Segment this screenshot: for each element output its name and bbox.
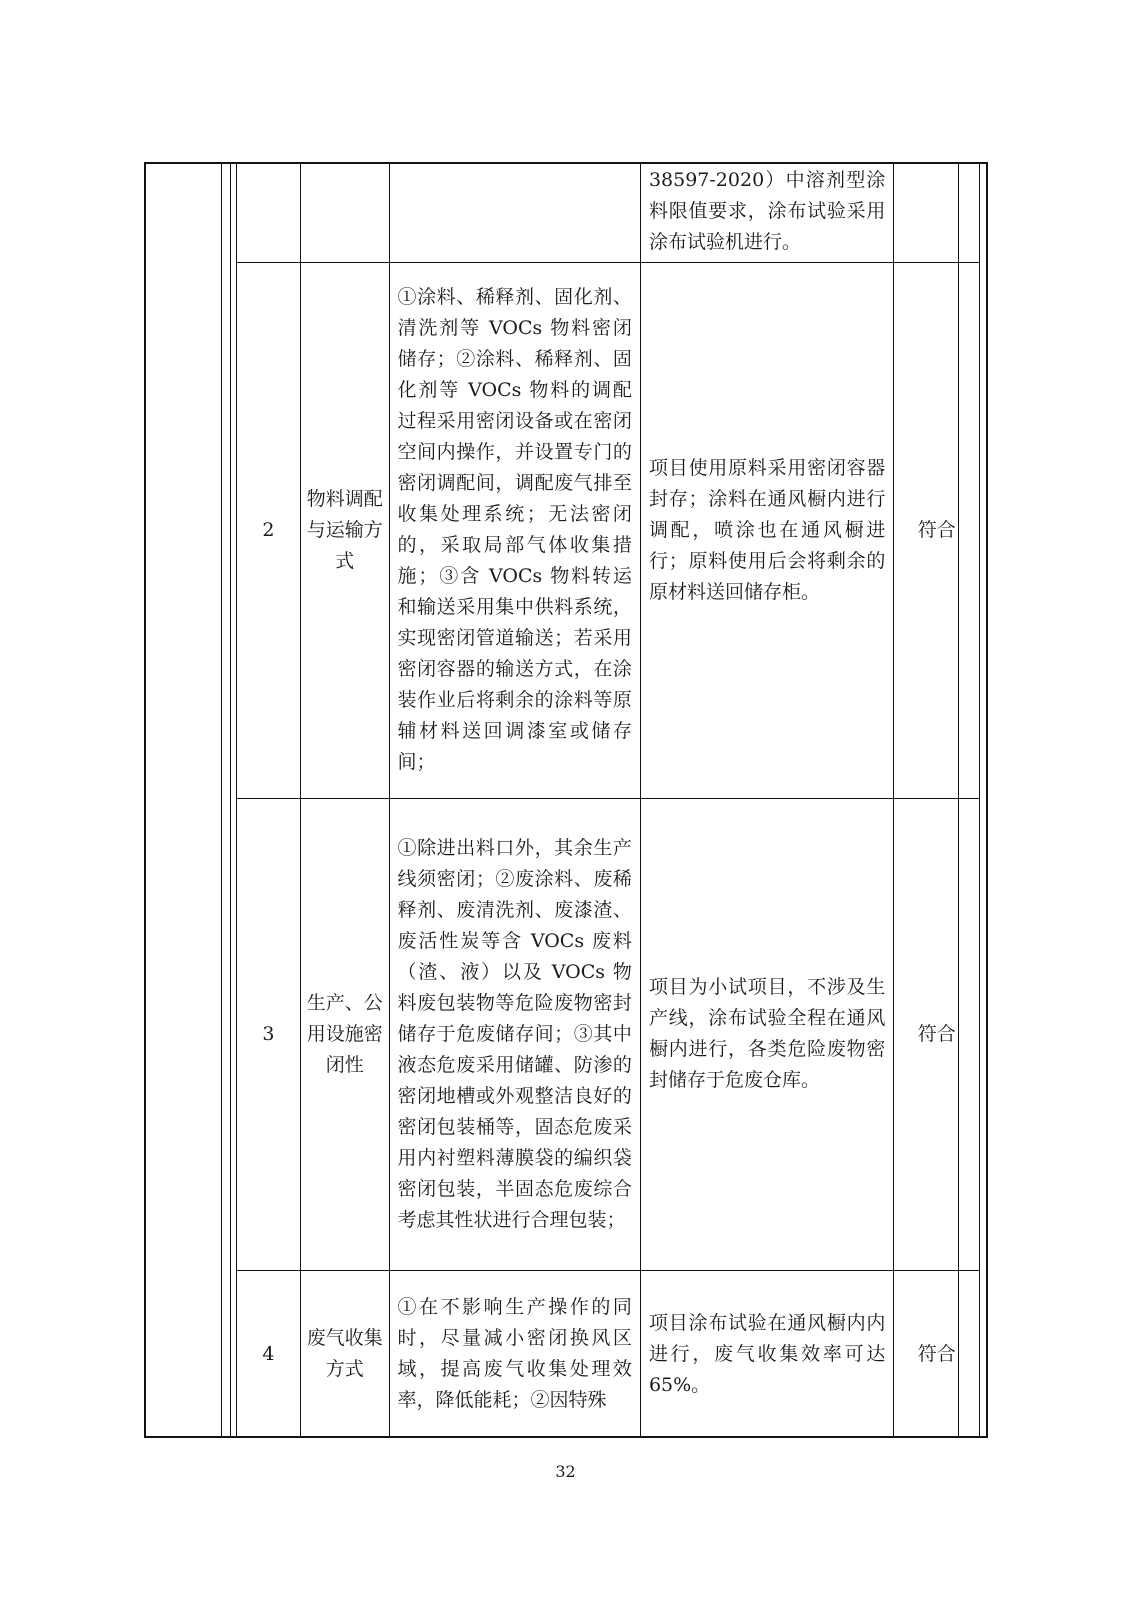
- table-row: [237, 162, 980, 262]
- table-row: [237, 262, 980, 798]
- project-status-text: 38597-2020）中溶剂型涂料限值要求，涂布试验采用涂布试验机进行。: [640, 162, 894, 262]
- requirement-text: [389, 162, 640, 262]
- row-number: 3: [237, 798, 301, 1270]
- item-name: 生产、公用设施密闭性: [300, 798, 389, 1270]
- row-number: 2: [237, 262, 301, 798]
- project-status-text: 项目为小试项目，不涉及生产线，涂布试验全程在通风橱内进行，各类危险废物密封储存于危废仓库。: [640, 798, 894, 1270]
- requirement-text: ①涂料、稀释剂、固化剂、清洗剂等 VOCs 物料密闭储存；②涂料、稀释剂、固化剂等 VOCs 物料的调配过程采用密闭设备或在密闭空间内操作，并设置专门的密闭调配间，调配废气排至收集处理系统；无法密闭的，采取局部气体收集措施；③含 VOCs 物料转运和输送采用集中供料系统，实现密闭管道输送；若采用密闭容器的输送方式，在涂装作业后将剩余的涂料等原辅材料送回调漆室或储存间；: [389, 262, 640, 798]
- compliance-table: [236, 162, 980, 1438]
- requirement-text: ①在不影响生产操作的同时，尽量减小密闭换风区域，提高废气收集处理效率，降低能耗；②因特殊: [389, 1270, 640, 1438]
- project-status-text: 项目使用原料采用密闭容器封存；涂料在通风橱内进行调配，喷涂也在通风橱进行；原料使用后会将剩余的原材料送回储存柜。: [640, 262, 894, 798]
- compliance-result: 符合: [894, 262, 980, 798]
- page-number: 32: [555, 1462, 576, 1481]
- requirement-text: ①除进出料口外，其余生产线须密闭；②废涂料、废稀释剂、废清洗剂、废漆渣、废活性炭等含 VOCs 废料（渣、液）以及 VOCs 物料废包装物等危险废物密封储存于危废储存间；③其中液态危废采用储罐、防渗的密闭地槽或外观整洁良好的密闭包装桶等，固态危废采用内衬塑料薄膜袋的编织袋密闭包装，半固态危废综合考虑其性状进行合理包装；: [389, 798, 640, 1270]
- item-name: 废气收集方式: [300, 1270, 389, 1438]
- table-row: [237, 1270, 980, 1438]
- project-status-text: 项目涂布试验在通风橱内内进行，废气收集效率可达65%。: [640, 1270, 894, 1438]
- compliance-result: 符合: [894, 1270, 980, 1438]
- item-name: 物料调配与运输方式: [300, 262, 389, 798]
- outer-column-divider-2: [230, 162, 231, 1438]
- outer-column-divider: [221, 162, 222, 1438]
- compliance-result: 符合: [894, 798, 980, 1270]
- row-number: 4: [237, 1270, 301, 1438]
- compliance-result: [894, 162, 980, 262]
- item-name: [300, 162, 389, 262]
- table-row: [237, 798, 980, 1270]
- row-number: [237, 162, 301, 262]
